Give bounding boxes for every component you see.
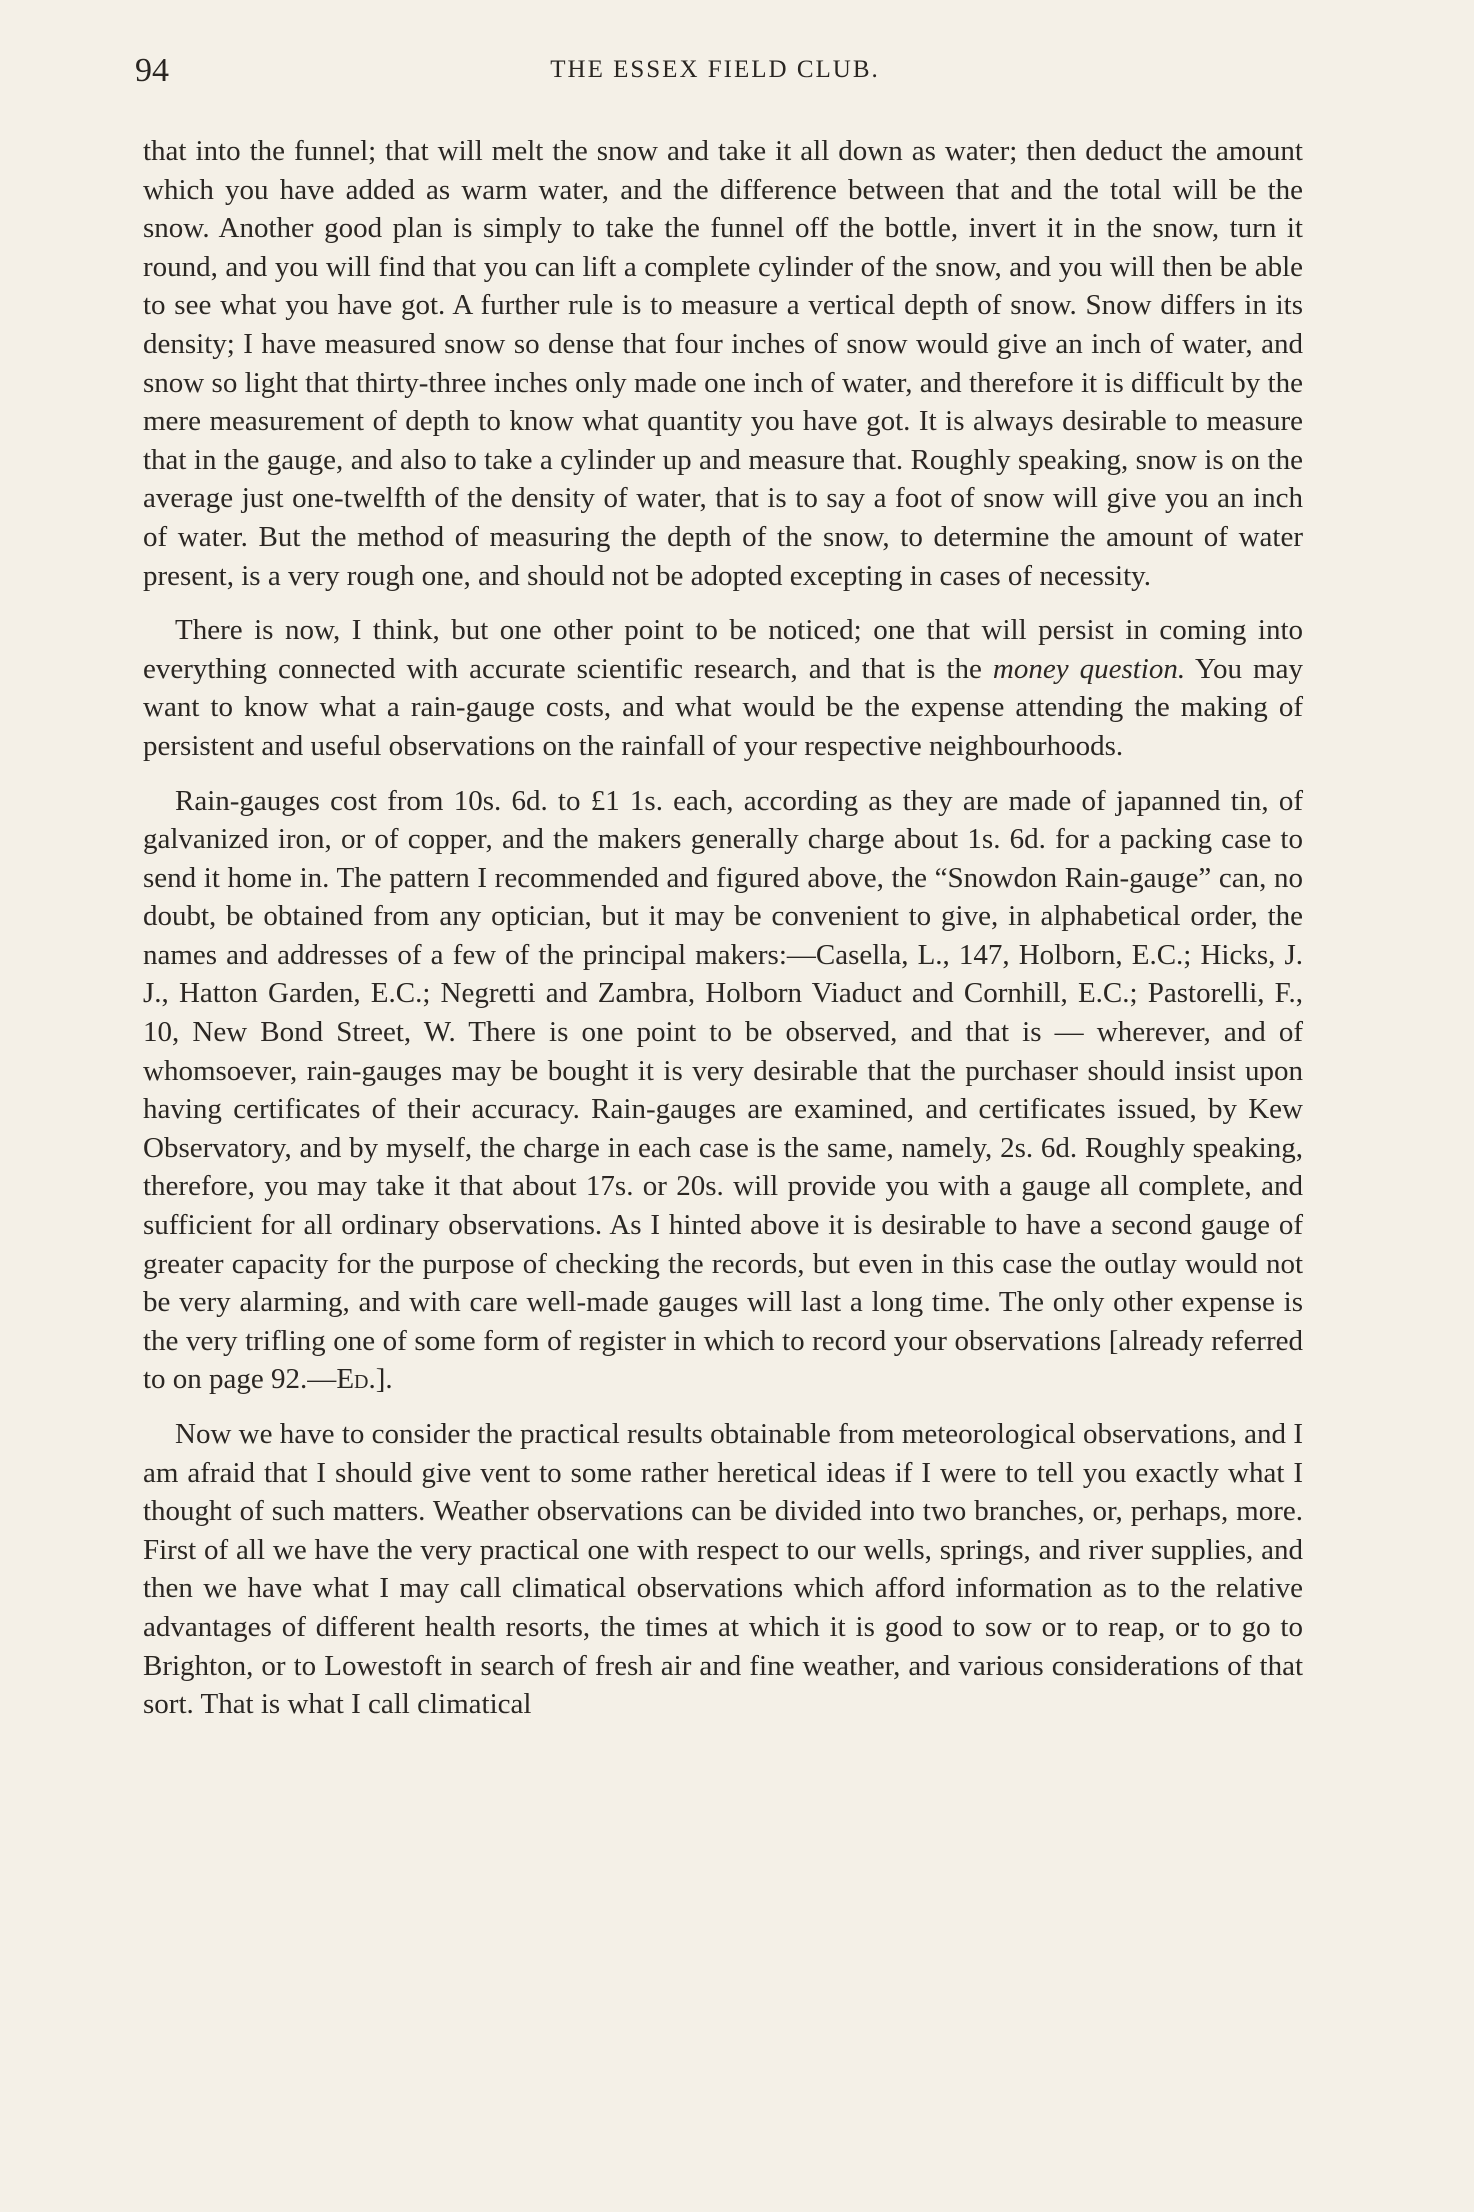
paragraph-text: You may want to know what a rain-gauge costs, and what would be the expense attending the making of persistent and useful observations on the rainfall of your respective neighbourhoods. bbox=[143, 652, 1303, 762]
editor-abbreviation: Ed. bbox=[336, 1363, 376, 1396]
paragraph-text: ]. bbox=[375, 1363, 393, 1396]
paragraph-text: There is now, I think, but one other point to be noticed; one that will persist in coming into everything connected with accurate scientific research, and that is the bbox=[143, 614, 1303, 685]
paragraph-practical-results: Now we have to consider the practical results obtainable from meteorological observations, and I am afraid that I should give vent to some rather heretical ideas if I were to tell you exactly what I thought of such matters. Weather observations can be divided into two branches, or, perhaps, more. First of all we have the very practical one with respect to our wells, springs, and river supplies, and then we have what I may call climatical observations which afford information as to the relative advantages of different health resorts, the times at which it is good to sow or to reap, or to go to Brighton, or to Lowestoft in search of fresh air and fine weather, and various considerations of that sort. That is what I call climatical bbox=[143, 1418, 1303, 1721]
running-title: THE ESSEX FIELD CLUB. bbox=[550, 56, 880, 83]
paragraph-rain-gauge-costs bbox=[143, 782, 1303, 1400]
page-number: 94 bbox=[135, 52, 169, 89]
paragraph-money-question bbox=[143, 611, 1303, 765]
paragraph-snow-measurement: that into the funnel; that will melt the snow and take it all down as water; then deduct the amount which you have added as warm water, and the difference between that and the total will be the snow. Another good plan is simply to take the funnel off the bottle, invert it in the snow, turn it round, and you will find that you can lift a complete cylinder of the snow, and you will then be able to see what you have got. A further rule is to measure a vertical depth of snow. Snow differs in its density; I have measured snow so dense that four inches of snow would give an inch of water, and snow so light that thirty-three inches only made one inch of water, and therefore it is difficult by the mere measurement of depth to know what quantity you have got. It is always desirable to measure that in the gauge, and also to take a cylinder up and measure that. Roughly speaking, snow is on the average just one-twelfth of the density of water, that is to say a foot of snow will give you an inch of water. But the method of measuring the depth of the snow, to determine the amount of water present, is a very rough one, and should not be adopted excepting in cases of necessity. bbox=[143, 135, 1303, 592]
running-head bbox=[125, 52, 1305, 102]
emphasis-money-question: money question. bbox=[992, 652, 1186, 685]
body-text bbox=[143, 132, 1303, 1724]
paragraph-text: Rain-gauges cost from 10s. 6d. to £1 1s. each, according as they are made of japanned tin, of galvanized iron, or of copper, and the makers generally charge about 1s. 6d. for a packing case to send it home in. The pattern I recommended and figured above, the “Snowdon Rain-gauge” can, no doubt, be obtained from any optician, but it may be convenient to give, in alphabetical order, the names and addresses of a few of the principal makers:—Casella, L., 147, Holborn, E.C.; Hicks, J. J., Hatton Garden, E.C.; Negretti and Zambra, Holborn Viaduct and Cornhill, E.C.; Pastorelli, F., 10, New Bond Street, W. There is one point to be observed, and that is — wherever, and of whomsoever, rain-gauges may be bought it is very desirable that the purchaser should insist upon having certificates of their accuracy. Rain-gauges are examined, and certificates issued, by Kew Observatory, and by myself, the charge in each case is the same, namely, 2s. 6d. Roughly speaking, therefore, you may take it that about 17s. or 20s. will provide you with a gauge all complete, and sufficient for all ordinary observations. As I hinted above it is desirable to have a second gauge of greater capacity for the purpose of checking the records, but even in this case the outlay would not be very alarming, and with care well-made gauges will last a long time. The only other expense is the very trifling one of some form of register in which to record your observations [already referred to on page 92.— bbox=[143, 784, 1303, 1396]
